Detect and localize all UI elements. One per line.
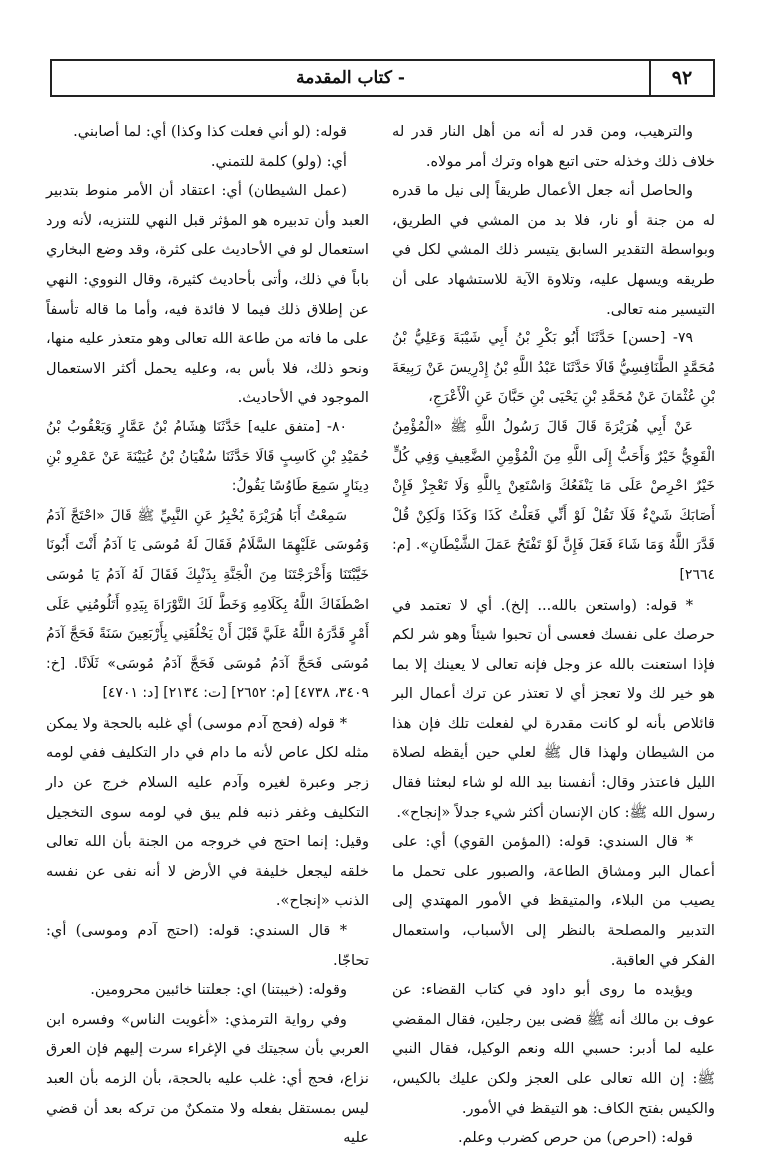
hadith-isnad: ٧٩- [حسن] حَدَّثَنَا أَبُو بَكْرِ بْنُ أَبِي شَيْبَةَ وَعَلِيُّ بْنُ مُحَمَّدٍ الطَّنَافِسِيُّ قَالَا حَدَّثَنَا عَبْدُ اللَّهِ بْنُ إِدْرِيسَ عَنْ رَبِيعَةَ بْنِ عُثْمَانَ عَنْ مُحَمَّدِ بْنِ يَحْيَى بْنِ حَبَّانَ عَنِ الْأَعْرَجِ، <box>392 330 715 406</box>
paragraph: وقوله: (خيبتنا) اي: جعلتنا خائبين محرومين. <box>90 981 347 999</box>
hadith-matn: عَنْ أَبِي هُرَيْرَةَ قَالَ قَالَ رَسُولُ اللَّهِ ﷺ «الْمُؤْمِنُ الْقَوِيُّ خَيْرٌ وَأَحَبُّ إِلَى اللَّهِ مِنَ الْمُؤْمِنِ الضَّعِيفِ وَفِي كُلٍّ خَيْرٌ احْرِصْ عَلَى مَا يَنْفَعُكَ وَاسْتَعِنْ بِاللَّهِ وَلَا تَعْجِزْ فَإِنْ أَصَابَكَ شَيْءٌ فَلَا تَقُلْ لَوْ أَنِّي فَعَلْتُ كَذَا وَكَذَا وَلَكِنْ قُلْ قَدَّرَ اللَّهُ وَمَا شَاءَ فَعَلَ فَإِنَّ لَوْ تَفْتَحُ عَمَلَ الشَّيْطَانِ». [م: ٢٦٦٤] <box>392 418 715 583</box>
hadith-isnad: ٨٠- [متفق عليه] حَدَّثَنَا هِشَامُ بْنُ عَمَّارٍ وَيَعْقُوبُ بْنُ حُمَيْدِ بْنِ كَاسِبٍ قَالَا حَدَّثَنَا سُفْيَانُ بْنُ عُيَيْنَةَ عَنْ عَمْرِو بْنِ دِينَارٍ سَمِعَ طَاوُسًا يَقُولُ: <box>46 418 369 495</box>
hadith-matn: سَمِعْتُ أَبَا هُرَيْرَةَ يُخْبِرُ عَنِ النَّبِيِّ ﷺ قَالَ «احْتَجَّ آدَمُ وَمُوسَى عَلَيْهِمَا السَّلَامُ فَقَالَ لَهُ مُوسَى يَا آدَمُ أَنْتَ أَبُونَا خَيَّبْتَنَا وَأَخْرَجْتَنَا مِنَ الْجَنَّةِ بِذَنْبِكَ فَقَالَ لَهُ آدَمُ يَا مُوسَى اصْطَفَاكَ اللَّهُ بِكَلَامِهِ وَخَطَّ لَكَ التَّوْرَاةَ بِيَدِهِ أَتَلُومُنِي عَلَى أَمْرٍ قَدَّرَهُ اللَّهُ عَلَيَّ قَبْلَ أَنْ يَخْلُقَنِي بِأَرْبَعِينَ سَنَةً فَحَجَّ آدَمُ مُوسَى فَحَجَّ آدَمُ مُوسَى فَحَجَّ آدَمُ مُوسَى» ثَلَاثًا. [خ: ٣٤٠٩، ٤٧٣٨] [م: ٢٦٥٢] [ت: ٢١٣٤] [د: ٤٧٠١] <box>46 507 369 702</box>
paragraph: (عمل الشيطان) أي: اعتقاد أن الأمر منوط بتدبير العبد وأن تدبيره هو المؤثر قبل النهي للتنزيه، لأنه ورد استعمال لو في الأحاديث على كثرة، وقد وضع البخاري باباً في ذلك، وأتى بأحاديث كثيرة، وقال النووي: النهي عن إطلاق ذلك فيما لا فائدة فيه، وأما ما قاله تأسفاً على ما فاته من طاعة الله تعالى وهو متعذر عليه منها، ونحو ذلك، فلا بأس به، وعليه يحمل أكثر الاستعمال الموجود في الأحاديث. <box>46 182 369 407</box>
paragraph: قوله: (لو أني فعلت كذا وكذا) أي: لما أصابني. <box>73 123 347 140</box>
running-title: - كتاب المقدمة <box>296 68 405 88</box>
commentary: * قوله (فحج آدم موسى) أي غلبه بالحجة ولا يمكن مثله لكل عاص لأنه ما دام في دار التكليف ففي لومه زجر وعبرة لغيره وآدم عليه السلام خرج عن دار التكليف وغفر ذنبه فلم يبق في لومه سوى التخجيل وقيل: إنما احتج في خروجه من الجنة بأن الله تعالى خلقه ليجعل خليفة في الأرض لا أنه نفى عن نفسه الذنب «إنجاح». <box>46 714 369 910</box>
right-column <box>392 117 715 1153</box>
left-column <box>46 117 369 1153</box>
running-header <box>50 59 715 97</box>
paragraph: والحاصل أنه جعل الأعمال طريقاً إلى نيل ما قدره له من جنة أو نار، فلا بد من المشي في الطريق، وبواسطة التقدير السابق يتيسر ذلك المشي لكل في طريقه ويسهل عليه، وتلاوة الآية للاستشهاد على أن التيسير منه تعالى. <box>392 182 715 318</box>
page-number: ٩٢ <box>649 61 713 95</box>
paragraph: والترهيب، ومن قدر له أنه من أهل النار قدر له خلاف ذلك وخذله حتى اتبع هواه وترك أمر مولاه. <box>392 123 715 170</box>
paragraph: وفي رواية الترمذي: «أغويت الناس» وفسره ابن العربي بأن سجيتك في الإغراء سرت إليهم فإن العرق نزاع، فحج أي: غلب عليه بالحجة، بأن الزمه بأن العبد ليس بمستقل بفعله ولا متمكنٌ من تركه بعد أن قضي عليه <box>46 1010 369 1147</box>
commentary: * قال السندي: قوله: (احتج آدم وموسى) أي: تحاجّا. <box>46 922 369 969</box>
paragraph: أي: (ولو) كلمة للتمني. <box>210 152 347 170</box>
paragraph: قوله: (احرص) من حرص كضرب وعلم. <box>457 1129 693 1147</box>
commentary: * قال السندي: قوله: (المؤمن القوي) أي: على أعمال البر ومشاق الطاعة، والصبور على تحمل ما يصيب من البلاء، والمتيقظ في الأمور المهتدي إلى التدبير والمصلحة بالنظر إلى الأسباب، واستعمال الفكر في العاقبة. <box>392 833 715 969</box>
paragraph: ويؤيده ما روى أبو داود في كتاب القضاء: عن عوف بن مالك أنه ﷺ قضى بين رجلين، فقال المقضي عليه لما أدبر: حسبي الله ونعم الوكيل، فقال النبي ﷺ: إن الله تعالى على العجز ولكن عليك بالكيس، والكيس بفتح الكاف: هو التيقظ في الأمور. <box>392 981 715 1117</box>
commentary: * قوله: (واستعن بالله... إلخ). أي لا تعتمد في حرصك على نفسك فعسى أن تحبوا شيئاً وهو شر لكم فإذا استعنت بالله عز وجل فإنه تعالى لا يعينك إلا بما هو خير لك ولا تعجز أي لا تعتذر عن ترك أعمال البر قائلاص بأنه لو كانت مقدرة لي لفعلت تلك فإن هذا من الشيطان ولهذا قال ﷺ لعلي حين أيقظه لصلاة الليل فاعتذر وقال: أنفسنا بيد الله لو شاء لبعثنا فقال رسول الله ﷺ: كان الإنسان أكثر شيء جدلاً «إنجاح». <box>392 596 715 821</box>
